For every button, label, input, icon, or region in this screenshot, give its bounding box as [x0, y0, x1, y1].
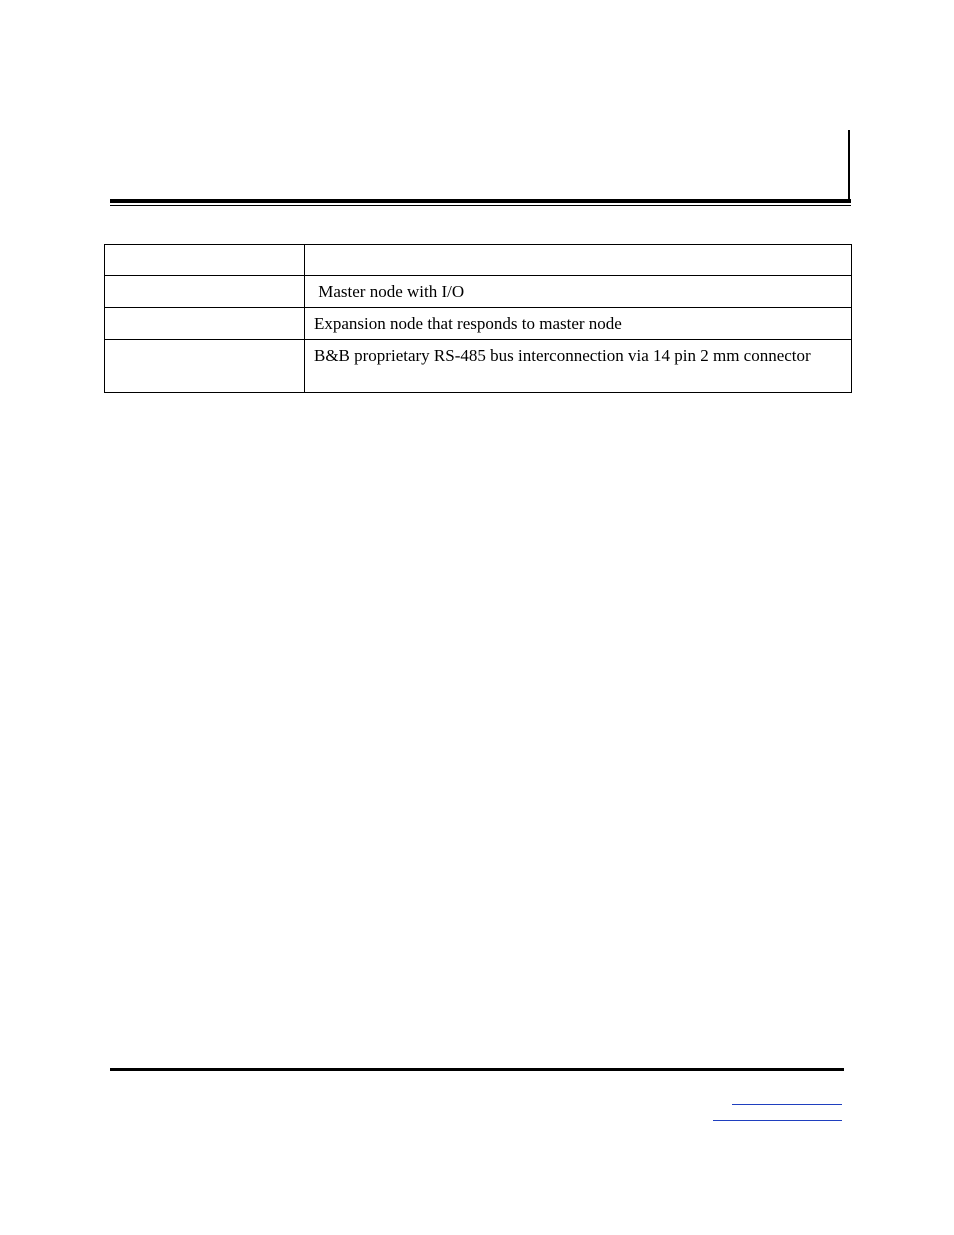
table-row [105, 276, 852, 308]
table-row [105, 245, 852, 276]
definition-cell: Master node with I/O [305, 276, 852, 308]
header-rule-thin [110, 205, 851, 206]
term-cell [105, 276, 305, 308]
term-cell [105, 308, 305, 340]
header-vertical-rule [848, 130, 850, 200]
table-row [105, 340, 852, 393]
definition-cell [305, 245, 852, 276]
footer-rule [110, 1068, 844, 1071]
term-cell [105, 340, 305, 393]
header-rule-thick [110, 199, 851, 203]
footer-link-2[interactable] [713, 1120, 842, 1121]
footer-link-1[interactable] [732, 1104, 842, 1105]
term-cell [105, 245, 305, 276]
table-row [105, 308, 852, 340]
definition-cell: B&B proprietary RS-485 bus interconnection via 14 pin 2 mm connector [305, 340, 852, 393]
definition-cell: Expansion node that responds to master node [305, 308, 852, 340]
definitions-table [104, 244, 852, 393]
